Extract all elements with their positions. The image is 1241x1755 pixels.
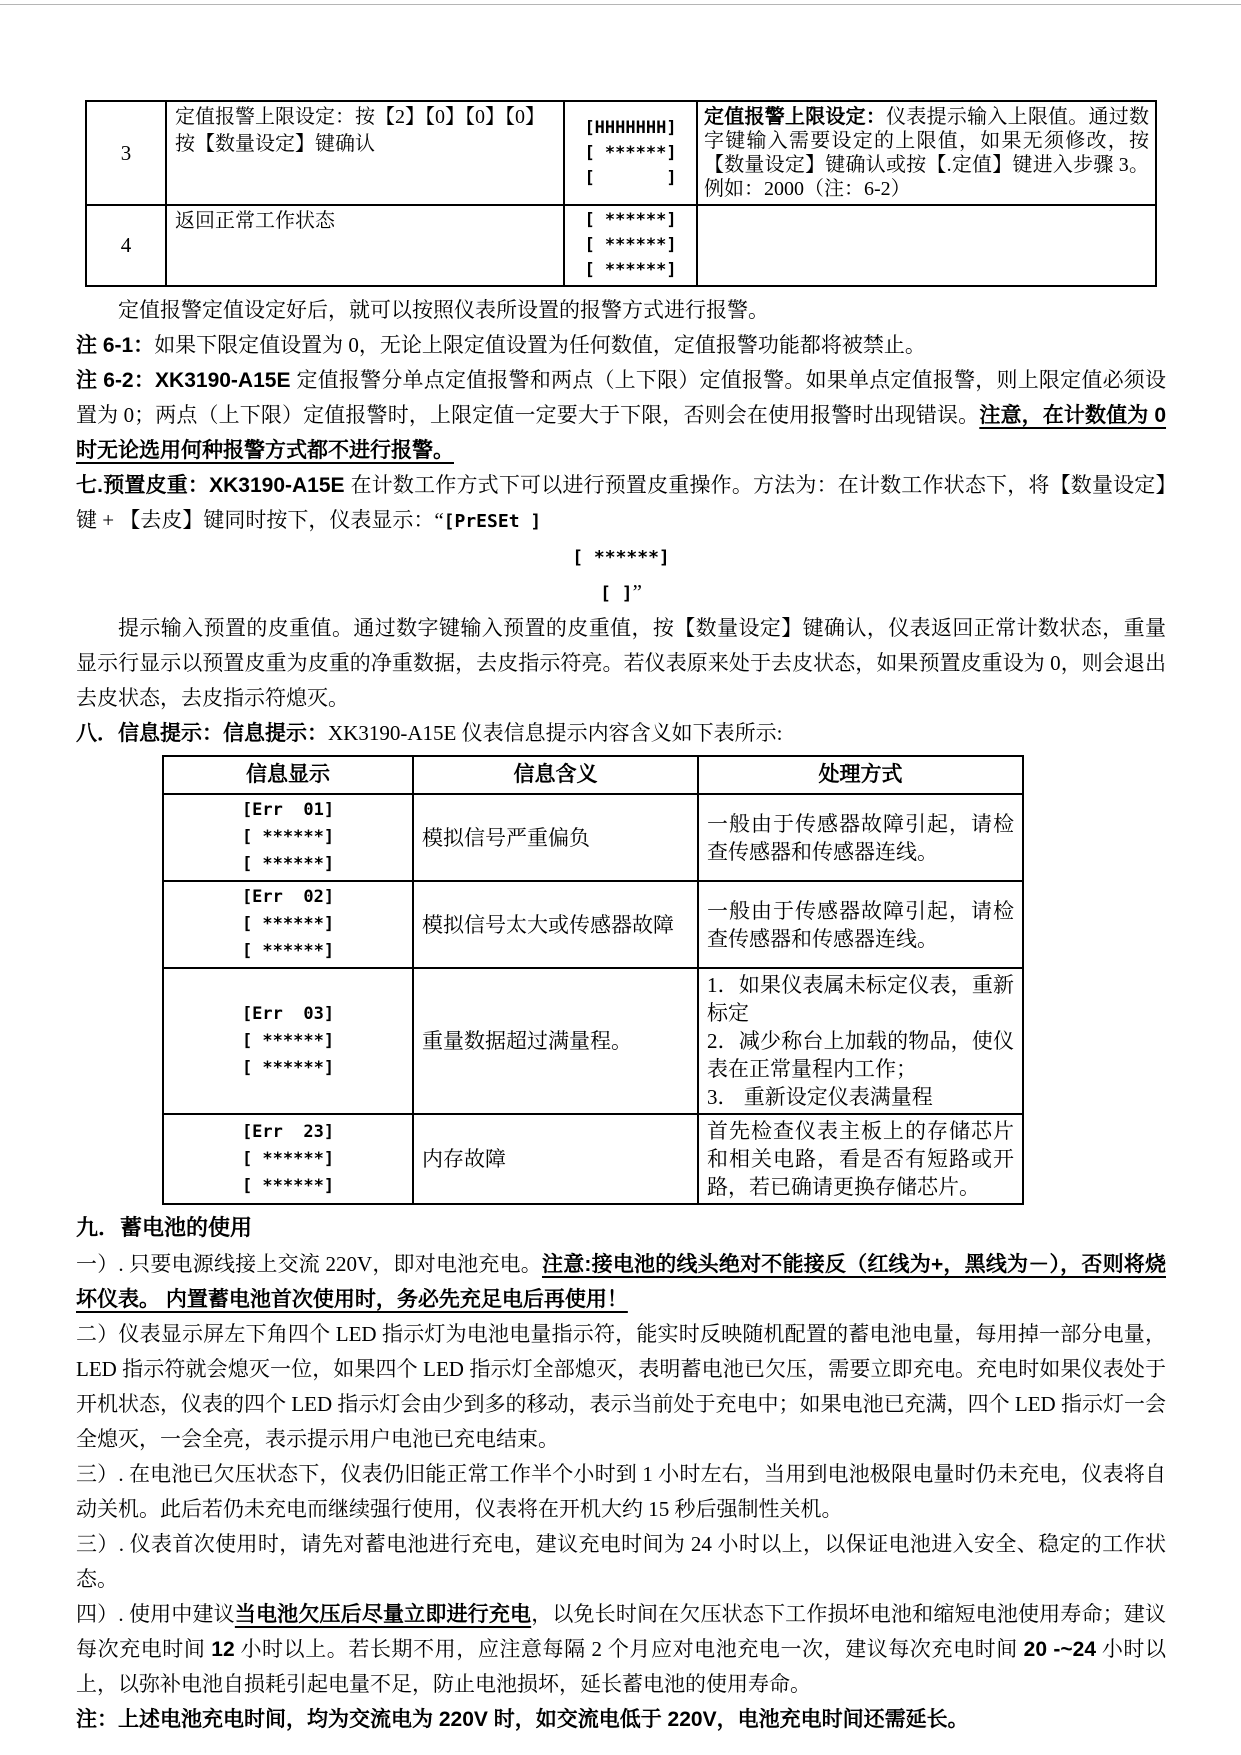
display-cell: [ ******] [ ******] [ ******] bbox=[564, 205, 697, 286]
message-row-err23 bbox=[163, 1114, 1023, 1204]
message-display-cell: [Err 03] [ ******] [ ******] bbox=[163, 968, 413, 1114]
header-message-display: 信息显示 bbox=[163, 756, 413, 794]
battery-para-4: 三）. 仪表首次使用时，请先对蓄电池进行充电，建议充电时间为 24 小时以上，以保证电池进入安全、稳定的工作状态。 bbox=[76, 1532, 1166, 1591]
message-meaning-cell: 模拟信号太大或传感器故障 bbox=[413, 881, 698, 968]
message-handling-cell: 一般由于传感器故障引起，请检查传感器和传感器连线。 bbox=[698, 881, 1023, 968]
section-7-preset-tare: 七.预置皮重：XK3190-A15E 在计数工作方式下可以进行预置皮重操作。方法为：在计数工作状态下，将【数量设定】键 + 【去皮】键同时按下，仪表显示：“[PrESEt ] bbox=[76, 473, 1166, 532]
step-number: 3 bbox=[86, 101, 166, 205]
preset-display-line-3: [ ]” bbox=[600, 580, 642, 604]
note-6-1: 注 6-1：如果下限定值设置为 0，无论上限定值设置为任何数值，定值报警功能都将被禁止。 bbox=[76, 333, 926, 357]
message-handling-cell: 一般由于传感器故障引起，请检查传感器和传感器连线。 bbox=[698, 794, 1023, 881]
battery-charging-note: 注：上述电池充电时间，均为交流电为 220V 时，如交流电低于 220V，电池充电时间还需延长。 bbox=[76, 1708, 969, 1731]
note-cell bbox=[697, 205, 1156, 286]
para-preset-explain: 提示输入预置的皮重值。通过数字键输入预置的皮重值，按【数量设定】键确认，仪表返回正常计数状态，重量显示行显示以预置皮重为皮重的净重数据，去皮指示符亮。若仪表原来处于去皮状态，如果预置皮重设为 0，则会退出去皮状态，去皮指示符熄灭。 bbox=[76, 616, 1166, 710]
note-6-2: 注 6-2：XK3190-A15E 定值报警分单点定值报警和两点（上下限）定值报警。如果单点定值报警，则上限定值必须设置为 0；两点（上下限）定值报警时，上限定值一定要大于下限，否则会在使用报警时出现错误。注意，在计数值为 0 时无论选用何种报警方式都不进行报警。 bbox=[76, 368, 1167, 462]
messages-table bbox=[162, 755, 1024, 1205]
message-display-cell: [Err 23] [ ******] [ ******] bbox=[163, 1114, 413, 1204]
section-8-messages-heading: 八．信息提示：信息提示：XK3190-A15E 仪表信息提示内容含义如下表所示: bbox=[76, 721, 783, 745]
steps-table-row-4 bbox=[86, 205, 1156, 286]
battery-para-2: 二）仪表显示屏左下角四个 LED 指示灯为电池电量指示符，能实时反映随机配置的蓄电池电量，每用掉一部分电量，LED 指示符就会熄灭一位，如果四个 LED 指示灯全部熄灭，表明蓄电池已欠压，需要立即充电。充电时如果仪表处于开机状态，仪表的四个 LED 指示灯会由少到多的移动，表示当前处于充电中；如果电池已充满，四个 LED 指示灯一会全熄灭，一会全亮，表示提示用户电池已充电结束。 bbox=[76, 1322, 1166, 1451]
message-display-cell: [Err 02] [ ******] [ ******] bbox=[163, 881, 413, 968]
message-row-err02 bbox=[163, 881, 1023, 968]
steps-table bbox=[85, 100, 1157, 287]
message-display-cell: [Err 01] [ ******] [ ******] bbox=[163, 794, 413, 881]
header-message-handling: 处理方式 bbox=[698, 756, 1023, 794]
battery-para-1: 一）. 只要电源线接上交流 220V，即对电池充电。注意:接电池的线头绝对不能接反（红线为+，黑线为－），否则将烧坏仪表。 内置蓄电池首次使用时，务必先充足电后再使用！ bbox=[76, 1252, 1166, 1311]
message-handling-cell: 首先检查仪表主板上的存储芯片和相关电路，看是否有短路或开路，若已确请更换存储芯片。 bbox=[698, 1114, 1023, 1204]
steps-table-row-3 bbox=[86, 101, 1156, 205]
message-meaning-cell: 模拟信号严重偏负 bbox=[413, 794, 698, 881]
note-cell: 定值报警上限设定：仪表提示输入上限值。通过数字键输入需要设定的上限值，如果无须修改，按【数量设定】键确认或按【.定值】键进入步骤 3。例如：2000（注：6-2） bbox=[697, 101, 1156, 205]
para-alarm-ready: 定值报警定值设定好后，就可以按照仪表所设置的报警方式进行报警。 bbox=[118, 298, 769, 322]
message-meaning-cell: 内存故障 bbox=[413, 1114, 698, 1204]
display-cell: [HHHHHHH] [ ******] [ ] bbox=[564, 101, 697, 205]
operation-cell: 返回正常工作状态 bbox=[166, 205, 564, 286]
battery-para-5: 四）. 使用中建议当电池欠压后尽量立即进行充电，以免长时间在欠压状态下工作损坏电池和缩短电池使用寿命；建议每次充电时间 12 小时以上。若长期不用，应注意每隔 2 个月应对电池充电一次，建议每次充电时间 20 -~24 小时以上，以弥补电池自损耗引起电量不足，防止电池损坏，延长蓄电池的使用寿命。 bbox=[76, 1602, 1167, 1696]
message-handling-cell: 1．如果仪表属未标定仪表，重新标定 2．减少称台上加载的物品，使仪表在正常量程内工作； 3． 重新设定仪表满量程 bbox=[698, 968, 1023, 1114]
step-number: 4 bbox=[86, 205, 166, 286]
message-meaning-cell: 重量数据超过满量程。 bbox=[413, 968, 698, 1114]
battery-para-3: 三）. 在电池已欠压状态下，仪表仍旧能正常工作半个小时到 1 小时左右，当用到电池极限电量时仍未充电，仪表将自动关机。此后若仍未充电而继续强行使用，仪表将在开机大约 15 秒后强制性关机。 bbox=[76, 1462, 1166, 1521]
message-row-err03 bbox=[163, 968, 1023, 1114]
operation-cell: 定值报警上限设定：按【2】【0】【0】【0】按【数量设定】键确认 bbox=[166, 101, 564, 205]
preset-display-line-2: [ ******] bbox=[572, 547, 670, 568]
page-top-divider bbox=[0, 4, 1241, 5]
header-message-meaning: 信息含义 bbox=[413, 756, 698, 794]
message-row-err01 bbox=[163, 794, 1023, 881]
messages-header-row bbox=[163, 756, 1023, 794]
section-9-battery-heading: 九．蓄电池的使用 bbox=[76, 1215, 253, 1240]
